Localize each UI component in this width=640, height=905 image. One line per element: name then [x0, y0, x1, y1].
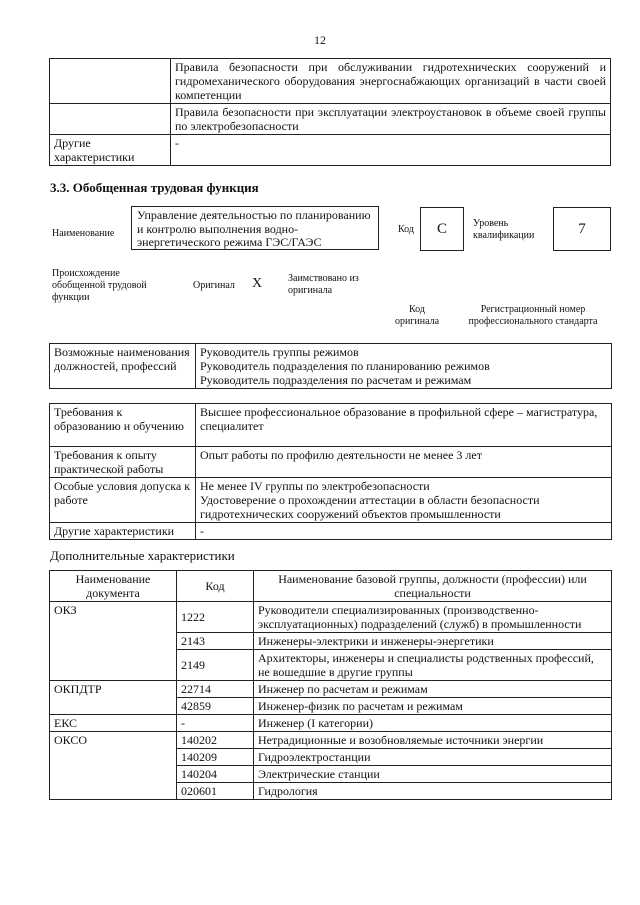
requirement-value — [196, 478, 612, 523]
column-header-name: Наименование базовой группы, должности (профессии) или специальности — [254, 571, 612, 602]
list-item: Не менее IV группы по электробезопасности — [200, 479, 430, 493]
code-cell: 22714 — [177, 681, 254, 698]
reg-number-label: Регистрационный номер профессионального стандарта — [468, 304, 598, 327]
table-row — [50, 715, 612, 732]
table-row — [50, 602, 612, 633]
continuation-table — [49, 58, 611, 166]
requirement-label: Другие характеристики — [50, 523, 196, 540]
doc-name: ОКСО — [50, 732, 177, 800]
name-cell: Руководители специализированных (производственно-эксплуатационных) подразделений (служб) в промышленности — [254, 602, 612, 633]
page-number: 12 — [314, 33, 326, 47]
table-row — [50, 447, 612, 478]
name-cell: Инженер по расчетам и режимам — [254, 681, 612, 698]
name-label: Наименование — [52, 228, 115, 239]
code-cell: 020601 — [177, 783, 254, 800]
name-cell: Инженер (I категории) — [254, 715, 612, 732]
requirement-label: Требования к образованию и обучению — [50, 404, 196, 447]
level-label: Уровень квалификации — [473, 218, 535, 241]
list-item: Удостоверение о прохождении аттестации в области безопасности гидротехнических сооружений объектов промышленности — [200, 493, 540, 521]
table-row — [50, 104, 611, 135]
table-row — [50, 478, 612, 523]
name-cell: Инженеры-электрики и инженеры-энергетики — [254, 633, 612, 650]
requirement-value — [196, 523, 612, 540]
name-cell: Нетрадиционные и возобновляемые источники энергии — [254, 732, 612, 749]
name-cell: Электрические станции — [254, 766, 612, 783]
list-item: Руководитель подразделения по расчетам и режимам — [200, 373, 472, 387]
list-item: Руководитель группы режимов — [200, 345, 359, 359]
code-cell: 42859 — [177, 698, 254, 715]
doc-name: ЕКС — [50, 715, 177, 732]
section-title: 3.3. Обобщенная трудовая функция — [50, 180, 259, 195]
table-cell-empty — [50, 59, 171, 104]
list-item: Высшее профессиональное образование в профильной сфере – магистратура, специалитет — [200, 405, 598, 433]
code-cell: 140204 — [177, 766, 254, 783]
origin-label: Происхождение обобщенной трудовой функции — [52, 268, 147, 303]
requirement-value — [196, 447, 612, 478]
level-value: 7 — [553, 207, 611, 251]
name-cell: Гидрология — [254, 783, 612, 800]
doc-name: ОКЗ — [50, 602, 177, 681]
positions-values — [196, 344, 612, 389]
name-cell: Инженер-физик по расчетам и режимам — [254, 698, 612, 715]
borrowed-label: Заимствовано из оригинала — [288, 273, 359, 296]
original-label: Оригинал — [193, 280, 235, 291]
requirement-label: Требования к опыту практической работы — [50, 447, 196, 478]
additional-table — [49, 570, 612, 800]
table-row — [50, 135, 611, 166]
positions-table — [49, 343, 612, 389]
gtf-name-value: Управление деятельностью по планированию и контролю выполнения водно-энергетического режима ГЭС/ГАЭС — [131, 206, 379, 250]
table-row — [50, 523, 612, 540]
list-item: - — [200, 524, 204, 538]
list-item: Опыт работы по профилю деятельности не менее 3 лет — [200, 448, 482, 462]
original-mark: X — [252, 276, 263, 291]
positions-label: Возможные наименования должностей, профессий — [50, 344, 196, 389]
requirement-value — [196, 404, 612, 447]
table-cell: Правила безопасности при эксплуатации электроустановок в объеме своей группы по электробезопасности — [171, 104, 611, 135]
doc-name: ОКПДТР — [50, 681, 177, 715]
code-cell: - — [177, 715, 254, 732]
table-cell-empty — [50, 104, 171, 135]
code-label: Код — [398, 224, 414, 235]
table-row — [50, 59, 611, 104]
table-row — [50, 732, 612, 749]
code-cell: 140209 — [177, 749, 254, 766]
table-row — [50, 681, 612, 698]
other-characteristics-value: - — [171, 135, 611, 166]
requirement-label: Особые условия допуска к работе — [50, 478, 196, 523]
requirements-table — [49, 403, 612, 540]
table-header-row — [50, 571, 612, 602]
code-cell: 2143 — [177, 633, 254, 650]
code-cell: 140202 — [177, 732, 254, 749]
gtf-code-value: C — [420, 207, 464, 251]
other-characteristics-label: Другие характеристики — [50, 135, 171, 166]
column-header-code: Код — [177, 571, 254, 602]
name-cell: Гидроэлектростанции — [254, 749, 612, 766]
name-cell: Архитекторы, инженеры и специалисты родственных профессий, не вошедшие в другие группы — [254, 650, 612, 681]
table-cell: Правила безопасности при обслуживании гидротехнических сооружений и гидромеханического оборудования энергоснабжающих организаций в части своей компетенции — [171, 59, 611, 104]
column-header-document: Наименование документа — [50, 571, 177, 602]
code-cell: 1222 — [177, 602, 254, 633]
table-row — [50, 404, 612, 447]
list-item: Руководитель подразделения по планированию режимов — [200, 359, 490, 373]
code-cell: 2149 — [177, 650, 254, 681]
additional-title: Дополнительные характеристики — [50, 548, 235, 563]
code-original-label: Код оригинала — [394, 304, 440, 327]
table-row — [50, 344, 612, 389]
